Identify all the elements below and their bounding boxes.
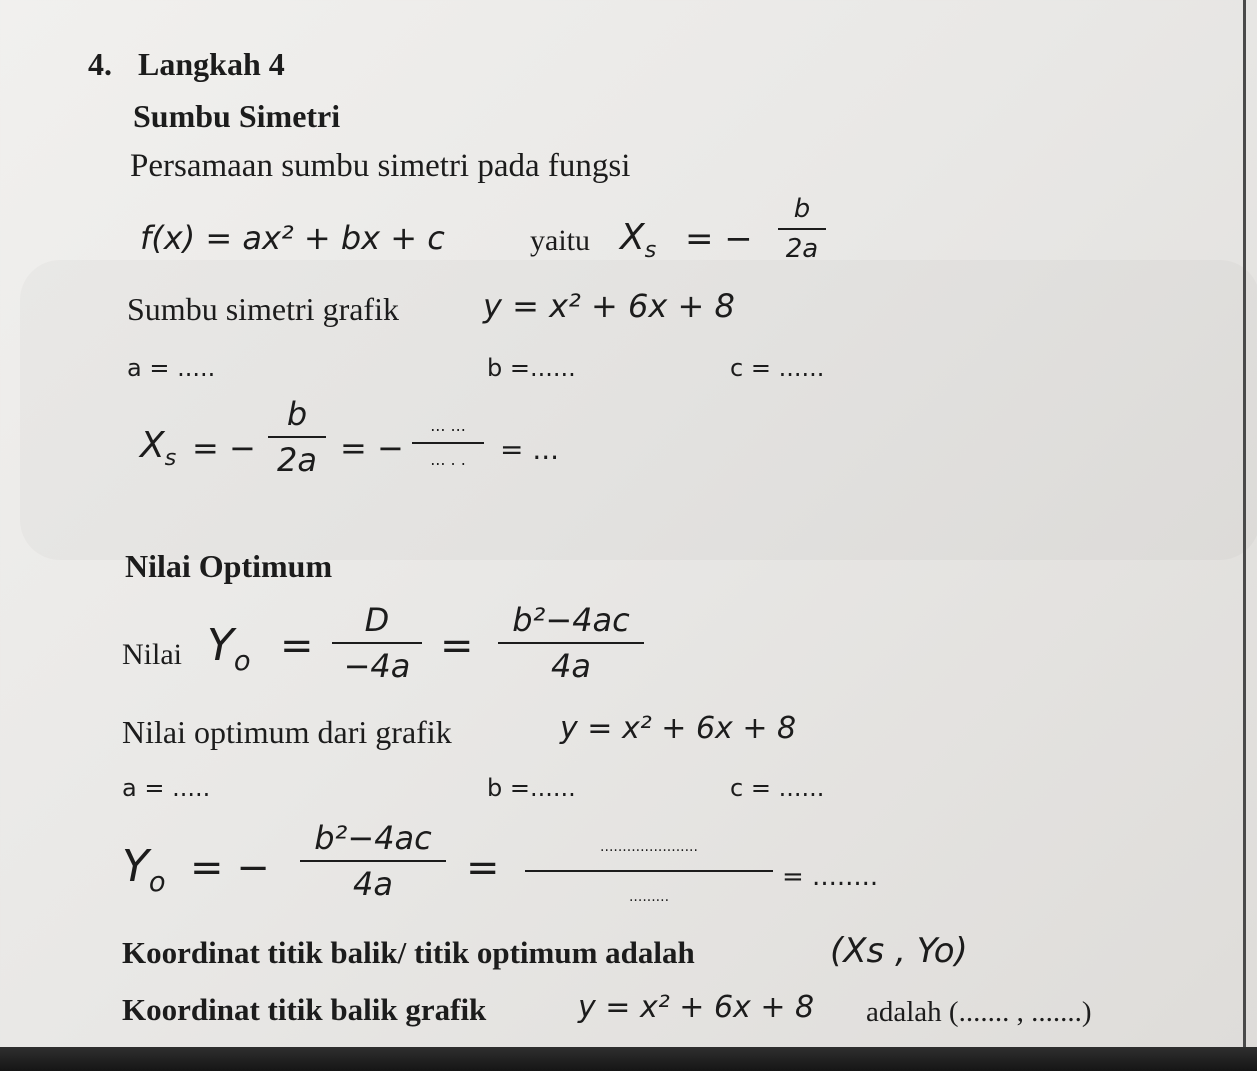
xs-task-fraction bbox=[268, 395, 326, 479]
fraction-denominator: −4a bbox=[343, 647, 411, 685]
fraction-numerator: b bbox=[286, 395, 308, 433]
yo-answer-result[interactable]: = ........ bbox=[782, 862, 879, 892]
coordinate-task-label: Koordinat titik balik grafik bbox=[122, 992, 487, 1027]
xs-task-mid-equals: = − bbox=[340, 429, 404, 467]
fraction-numerator: b²−4ac bbox=[512, 601, 630, 639]
answer-denominator-blank[interactable]: ... . . bbox=[430, 450, 466, 469]
fraction-bar bbox=[412, 442, 484, 444]
fraction-denominator: 2a bbox=[785, 234, 819, 264]
coordinate-formula: (Xs , Yo) bbox=[830, 931, 968, 971]
fraction-bar bbox=[498, 642, 644, 644]
yo-task-fraction bbox=[300, 819, 446, 903]
optimum-task-label: Nilai optimum dari grafik bbox=[122, 714, 452, 750]
symmetry-a-blank[interactable]: a = ..... bbox=[127, 354, 216, 382]
fraction-numerator: b²−4ac bbox=[314, 819, 432, 857]
yo-equals-2: = bbox=[440, 623, 474, 669]
coordinate-task-equation: y = x² + 6x + 8 bbox=[578, 990, 815, 1025]
xs-symbol-task: $X_s$ bbox=[140, 425, 177, 471]
fraction-bar bbox=[525, 870, 773, 872]
section-heading: Langkah 4 bbox=[138, 46, 285, 82]
fraction-numerator: b bbox=[793, 194, 811, 224]
fraction-bar bbox=[268, 436, 326, 438]
nilai-text: Nilai bbox=[122, 638, 182, 671]
paper-edge-right bbox=[1243, 0, 1246, 1071]
symmetry-b-blank[interactable]: b =...... bbox=[487, 354, 576, 382]
xs-answer-result[interactable]: = ... bbox=[500, 433, 560, 466]
optimum-task-equation: y = x² + 6x + 8 bbox=[560, 711, 797, 746]
answer-denominator-blank[interactable]: ......... bbox=[628, 889, 670, 905]
answer-numerator-blank[interactable]: ... ... bbox=[430, 416, 466, 435]
fraction-bar bbox=[300, 860, 446, 862]
symmetry-heading: Sumbu Simetri bbox=[133, 98, 341, 134]
yo-symbol: $Y_o$ bbox=[207, 620, 251, 677]
yo-symbol-task: $Y_o$ bbox=[122, 841, 166, 898]
symmetry-task-equation: y = x² + 6x + 8 bbox=[483, 287, 735, 325]
symmetry-task-label: Sumbu simetri grafik bbox=[127, 291, 399, 327]
fraction-numerator: D bbox=[364, 601, 390, 639]
coordinate-statement: Koordinat titik balik/ titik optimum adalah bbox=[122, 935, 695, 970]
optimum-c-blank[interactable]: c = ...... bbox=[730, 774, 825, 802]
xs-task-equals: = − bbox=[192, 429, 256, 467]
symmetry-intro: Persamaan sumbu simetri pada fungsi bbox=[130, 148, 631, 184]
xs-answer-fraction[interactable] bbox=[412, 418, 484, 468]
yo-answer-fraction[interactable] bbox=[525, 840, 773, 904]
yo-task-equals-minus: = − bbox=[190, 845, 270, 891]
yo-equals-1: = bbox=[280, 623, 314, 669]
general-function: f(x) = ax² + bx + c bbox=[140, 219, 445, 257]
fraction-bar bbox=[332, 642, 422, 644]
fraction-denominator: 2a bbox=[277, 441, 317, 479]
section-number: 4. bbox=[88, 46, 112, 82]
formula-fraction-b-2a bbox=[778, 196, 826, 262]
fraction-bar bbox=[778, 228, 826, 230]
xs-equals-minus: = − bbox=[685, 219, 753, 259]
coordinate-answer-blank[interactable]: adalah (....... , .......) bbox=[866, 996, 1092, 1028]
answer-numerator-blank[interactable]: ...................... bbox=[600, 839, 698, 855]
optimum-a-blank[interactable]: a = ..... bbox=[122, 774, 211, 802]
paper-edge-bottom bbox=[0, 1047, 1257, 1071]
fraction-denominator: 4a bbox=[353, 865, 393, 903]
optimum-b-blank[interactable]: b =...... bbox=[487, 774, 576, 802]
yo-fraction-b2-4ac bbox=[498, 601, 644, 685]
yo-fraction-d bbox=[332, 601, 422, 685]
optimum-heading: Nilai Optimum bbox=[125, 548, 333, 584]
symmetry-c-blank[interactable]: c = ...... bbox=[730, 354, 825, 382]
yo-task-mid-equals: = bbox=[466, 845, 500, 891]
yaitu-text: yaitu bbox=[530, 224, 590, 257]
xs-symbol: $X_s$ bbox=[620, 217, 657, 263]
fraction-denominator: 4a bbox=[551, 647, 591, 685]
